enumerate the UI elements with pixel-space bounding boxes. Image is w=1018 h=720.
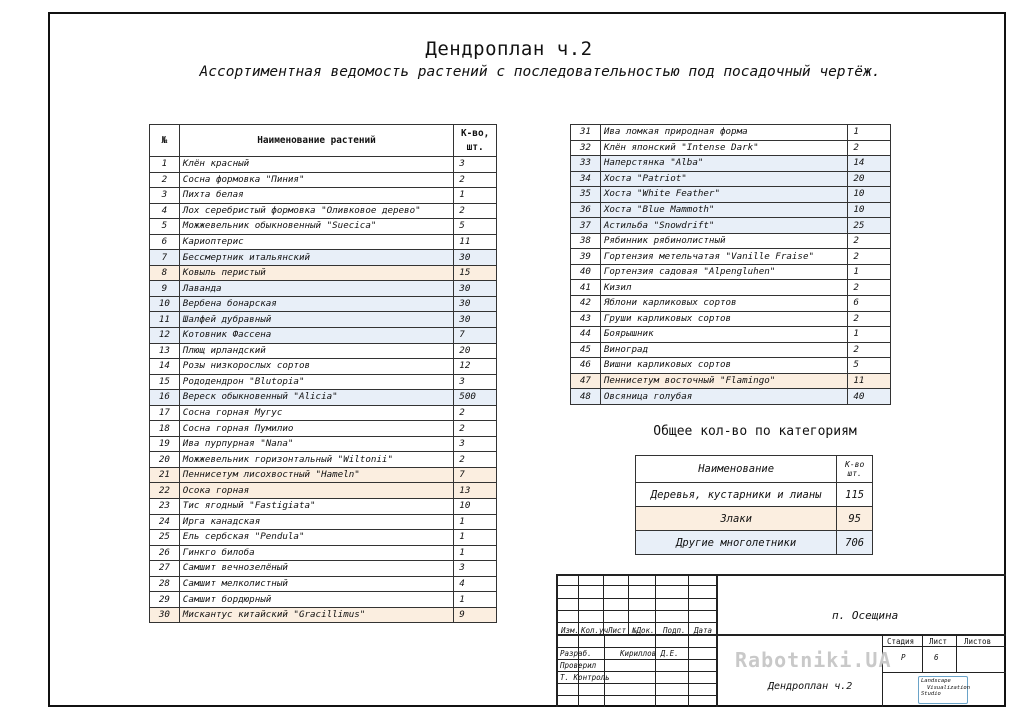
table-row <box>571 280 891 296</box>
row-number: 39 <box>571 249 601 265</box>
row-number: 46 <box>571 358 601 374</box>
plant-qty: 15 <box>454 265 497 281</box>
plant-qty: 500 <box>454 390 497 406</box>
plant-name: Наперстянка "Alba" <box>600 156 848 172</box>
table-row <box>571 140 891 156</box>
plant-qty: 2 <box>454 452 497 468</box>
row-number: 33 <box>571 156 601 172</box>
stamp-role-control: Т. Контроль <box>560 673 610 682</box>
plant-name: Самшит мелколистный <box>179 576 453 592</box>
plant-qty: 10 <box>848 187 891 203</box>
stamp-role-checked: Проверил <box>560 661 597 670</box>
stamp-location: п. Осещина <box>832 609 899 622</box>
plant-qty: 6 <box>848 296 891 312</box>
plant-name: Ковыль перистый <box>179 265 453 281</box>
plant-qty: 1 <box>454 188 497 204</box>
row-number: 48 <box>571 389 601 405</box>
plant-name: Пеннисетум восточный "Flamingo" <box>600 373 848 389</box>
stamp-sheet: 6 <box>934 653 939 662</box>
row-number: 5 <box>150 219 180 235</box>
plant-name: Овсяница голубая <box>600 389 848 405</box>
table-row <box>150 281 497 297</box>
categories-header-name: Наименование <box>636 456 837 483</box>
plant-qty: 2 <box>454 172 497 188</box>
plant-name: Хоста "Patriot" <box>600 171 848 187</box>
plant-qty: 1 <box>848 327 891 343</box>
plant-name: Самшит бордюрный <box>179 592 453 608</box>
plant-name: Яблони карликовых сортов <box>600 296 848 312</box>
table-row <box>150 405 497 421</box>
plant-qty: 30 <box>454 250 497 266</box>
plants-table-left <box>149 124 497 623</box>
stamp-col-izm: Изм. <box>561 626 580 635</box>
row-number: 37 <box>571 218 601 234</box>
plant-qty: 2 <box>848 311 891 327</box>
plant-name: Ель сербская "Pendula" <box>179 530 453 546</box>
plant-qty: 2 <box>454 203 497 219</box>
row-number: 38 <box>571 233 601 249</box>
category-qty: 115 <box>837 483 873 507</box>
row-number: 2 <box>150 172 180 188</box>
row-number: 32 <box>571 140 601 156</box>
stamp-stage-label: Стадия <box>887 637 915 646</box>
plant-qty: 13 <box>454 483 497 499</box>
stamp-role-developer: Разраб. <box>560 649 592 658</box>
plant-name: Можжевельник обыкновенный "Suecica" <box>179 219 453 235</box>
row-number: 26 <box>150 545 180 561</box>
table-row <box>150 390 497 406</box>
table-row <box>150 328 497 344</box>
plant-name: Осока горная <box>179 483 453 499</box>
category-name: Деревья, кустарники и лианы <box>636 483 837 507</box>
table-row <box>150 483 497 499</box>
row-number: 9 <box>150 281 180 297</box>
table-row <box>150 296 497 312</box>
table-row <box>571 373 891 389</box>
plant-name: Можжевельник горизонтальный "Wiltonii" <box>179 452 453 468</box>
plant-name: Шалфей дубравный <box>179 312 453 328</box>
categories-title: Общее кол-во по категориям <box>653 424 857 439</box>
plant-qty: 1 <box>454 545 497 561</box>
stamp-stage: Р <box>901 653 906 662</box>
row-number: 43 <box>571 311 601 327</box>
studio-logo: Landscape Visualization Studio <box>918 676 968 704</box>
categories-header-qty: К-во шт. <box>837 456 873 483</box>
row-number: 29 <box>150 592 180 608</box>
category-name: Другие многолетники <box>636 531 837 555</box>
row-number: 6 <box>150 234 180 250</box>
stamp-sheet-label: Лист <box>929 637 948 646</box>
header-qty: К-во, шт. <box>454 125 497 157</box>
header-name: Наименование растений <box>179 125 453 157</box>
plant-name: Бессмертник итальянский <box>179 250 453 266</box>
plant-name: Астильба "Snowdrift" <box>600 218 848 234</box>
row-number: 36 <box>571 202 601 218</box>
row-number: 12 <box>150 328 180 344</box>
plant-qty: 1 <box>454 514 497 530</box>
plant-qty: 20 <box>848 171 891 187</box>
plant-name: Ива ломкая природная форма <box>600 125 848 141</box>
plant-name: Рябинник рябинолистный <box>600 233 848 249</box>
row-number: 16 <box>150 390 180 406</box>
plant-name: Пеннисетум лисохвостный "Hameln" <box>179 467 453 483</box>
plant-name: Вишни карликовых сортов <box>600 358 848 374</box>
table-row <box>571 202 891 218</box>
plant-qty: 30 <box>454 296 497 312</box>
table-row <box>571 311 891 327</box>
plant-name: Клён японский "Intense Dark" <box>600 140 848 156</box>
plant-qty: 30 <box>454 281 497 297</box>
row-number: 20 <box>150 452 180 468</box>
categories-table <box>635 455 873 555</box>
row-number: 45 <box>571 342 601 358</box>
plant-name: Хоста "White Feather" <box>600 187 848 203</box>
row-number: 3 <box>150 188 180 204</box>
plant-name: Ива пурпурная "Nana" <box>179 436 453 452</box>
table-row <box>571 156 891 172</box>
plant-qty: 2 <box>848 280 891 296</box>
category-row <box>636 483 873 507</box>
category-row <box>636 531 873 555</box>
row-number: 34 <box>571 171 601 187</box>
table-row <box>150 545 497 561</box>
plant-qty: 11 <box>848 373 891 389</box>
row-number: 31 <box>571 125 601 141</box>
plant-name: Мискантус китайский "Gracillimus" <box>179 607 453 623</box>
plant-qty: 3 <box>454 374 497 390</box>
plant-qty: 5 <box>848 358 891 374</box>
row-number: 8 <box>150 265 180 281</box>
table-row <box>150 467 497 483</box>
row-number: 25 <box>150 530 180 546</box>
plant-qty: 3 <box>454 561 497 577</box>
table-row <box>571 218 891 234</box>
plant-qty: 30 <box>454 312 497 328</box>
table-row <box>150 561 497 577</box>
plants-table-right <box>570 124 891 405</box>
plant-name: Кариоптерис <box>179 234 453 250</box>
table-row <box>571 358 891 374</box>
plant-qty: 2 <box>848 233 891 249</box>
table-row <box>150 499 497 515</box>
stamp-sheets-label: Листов <box>964 637 992 646</box>
plant-name: Вербена бонарская <box>179 296 453 312</box>
plant-name: Котовник Фассена <box>179 328 453 344</box>
plant-name: Розы низкорослых сортов <box>179 359 453 375</box>
row-number: 27 <box>150 561 180 577</box>
table-row <box>150 436 497 452</box>
row-number: 1 <box>150 157 180 173</box>
table-row <box>150 265 497 281</box>
watermark: Rabotniki.UA <box>735 648 892 672</box>
row-number: 24 <box>150 514 180 530</box>
plant-name: Лаванда <box>179 281 453 297</box>
plant-name: Рододендрон "Blutopia" <box>179 374 453 390</box>
plant-qty: 40 <box>848 389 891 405</box>
table-row <box>150 219 497 235</box>
plant-qty: 11 <box>454 234 497 250</box>
plant-qty: 2 <box>848 342 891 358</box>
plant-name: Сосна горная Мугус <box>179 405 453 421</box>
table-row <box>150 234 497 250</box>
stamp-col-list: Лист <box>608 626 627 635</box>
row-number: 41 <box>571 280 601 296</box>
plant-qty: 1 <box>848 125 891 141</box>
plant-qty: 1 <box>454 592 497 608</box>
plant-qty: 3 <box>454 436 497 452</box>
page-subtitle: Ассортиментная ведомость растений с последовательностью под посадочный чертёж. <box>199 64 881 80</box>
row-number: 22 <box>150 483 180 499</box>
plant-qty: 3 <box>454 157 497 173</box>
row-number: 40 <box>571 264 601 280</box>
table-row <box>150 312 497 328</box>
plant-qty: 7 <box>454 328 497 344</box>
table-row <box>150 188 497 204</box>
table-row <box>571 342 891 358</box>
row-number: 18 <box>150 421 180 437</box>
table-row <box>571 296 891 312</box>
plant-name: Кизил <box>600 280 848 296</box>
stamp-doc-title: Дендроплан ч.2 <box>768 681 853 692</box>
plant-qty: 25 <box>848 218 891 234</box>
plant-qty: 2 <box>848 249 891 265</box>
table-row <box>571 187 891 203</box>
row-number: 17 <box>150 405 180 421</box>
row-number: 23 <box>150 499 180 515</box>
plant-name: Лох серебристый формовка "Оливковое дерево" <box>179 203 453 219</box>
plant-qty: 12 <box>454 359 497 375</box>
table-row <box>150 343 497 359</box>
plant-name: Груши карликовых сортов <box>600 311 848 327</box>
table-row <box>150 250 497 266</box>
table-row <box>150 607 497 623</box>
plant-name: Плющ ирландский <box>179 343 453 359</box>
stamp-col-podp: Подп. <box>663 626 686 635</box>
table-row <box>571 249 891 265</box>
row-number: 7 <box>150 250 180 266</box>
plant-qty: 14 <box>848 156 891 172</box>
plant-name: Виноград <box>600 342 848 358</box>
table-row <box>571 171 891 187</box>
plant-qty: 2 <box>848 140 891 156</box>
row-number: 35 <box>571 187 601 203</box>
plant-qty: 1 <box>848 264 891 280</box>
row-number: 14 <box>150 359 180 375</box>
row-number: 42 <box>571 296 601 312</box>
stamp-col-ndok: №Док. <box>632 626 655 635</box>
table-row <box>571 327 891 343</box>
row-number: 47 <box>571 373 601 389</box>
row-number: 21 <box>150 467 180 483</box>
table-row <box>150 157 497 173</box>
category-row <box>636 507 873 531</box>
table-row <box>571 125 891 141</box>
plant-qty: 20 <box>454 343 497 359</box>
category-name: Злаки <box>636 507 837 531</box>
row-number: 13 <box>150 343 180 359</box>
table-row <box>571 233 891 249</box>
plant-name: Сосна горная Пумилио <box>179 421 453 437</box>
table-row <box>571 389 891 405</box>
table-row <box>150 592 497 608</box>
plant-name: Гортензия садовая "Alpengluhen" <box>600 264 848 280</box>
plant-qty: 2 <box>454 421 497 437</box>
row-number: 30 <box>150 607 180 623</box>
table-row <box>150 421 497 437</box>
row-number: 10 <box>150 296 180 312</box>
plant-name: Гинкго билоба <box>179 545 453 561</box>
table-row <box>150 172 497 188</box>
plant-qty: 2 <box>454 405 497 421</box>
plant-qty: 9 <box>454 607 497 623</box>
table-row <box>150 514 497 530</box>
page-title: Дендроплан ч.2 <box>425 38 593 60</box>
plant-name: Ирга канадская <box>179 514 453 530</box>
plant-name: Сосна формовка "Пиния" <box>179 172 453 188</box>
table-row <box>150 374 497 390</box>
categories-header-row <box>636 456 873 483</box>
plant-name: Боярышник <box>600 327 848 343</box>
plant-name: Клён красный <box>179 157 453 173</box>
plant-name: Тис ягодный "Fastigiata" <box>179 499 453 515</box>
plant-qty: 7 <box>454 467 497 483</box>
table-row <box>150 359 497 375</box>
category-qty: 706 <box>837 531 873 555</box>
row-number: 28 <box>150 576 180 592</box>
table-row <box>150 203 497 219</box>
table-row <box>571 264 891 280</box>
table-row <box>150 576 497 592</box>
stamp-col-koluch: Кол.уч <box>581 626 609 635</box>
plant-name: Пихта белая <box>179 188 453 204</box>
stamp-developer-name: Кириллов Д.Е. <box>620 649 679 658</box>
plant-name: Гортензия метельчатая "Vanille Fraise" <box>600 249 848 265</box>
plant-name: Хоста "Blue Mammoth" <box>600 202 848 218</box>
table-row <box>150 452 497 468</box>
header-num: № <box>150 125 180 157</box>
row-number: 44 <box>571 327 601 343</box>
plant-name: Вереск обыкновенный "Alicia" <box>179 390 453 406</box>
plant-qty: 1 <box>454 530 497 546</box>
stamp-col-data: Дата <box>694 626 713 635</box>
plant-name: Самшит вечнозелёный <box>179 561 453 577</box>
row-number: 4 <box>150 203 180 219</box>
table-header-row <box>150 125 497 157</box>
table-row <box>150 530 497 546</box>
plant-qty: 4 <box>454 576 497 592</box>
category-qty: 95 <box>837 507 873 531</box>
row-number: 15 <box>150 374 180 390</box>
plant-qty: 10 <box>454 499 497 515</box>
row-number: 11 <box>150 312 180 328</box>
row-number: 19 <box>150 436 180 452</box>
plant-qty: 5 <box>454 219 497 235</box>
plant-qty: 10 <box>848 202 891 218</box>
